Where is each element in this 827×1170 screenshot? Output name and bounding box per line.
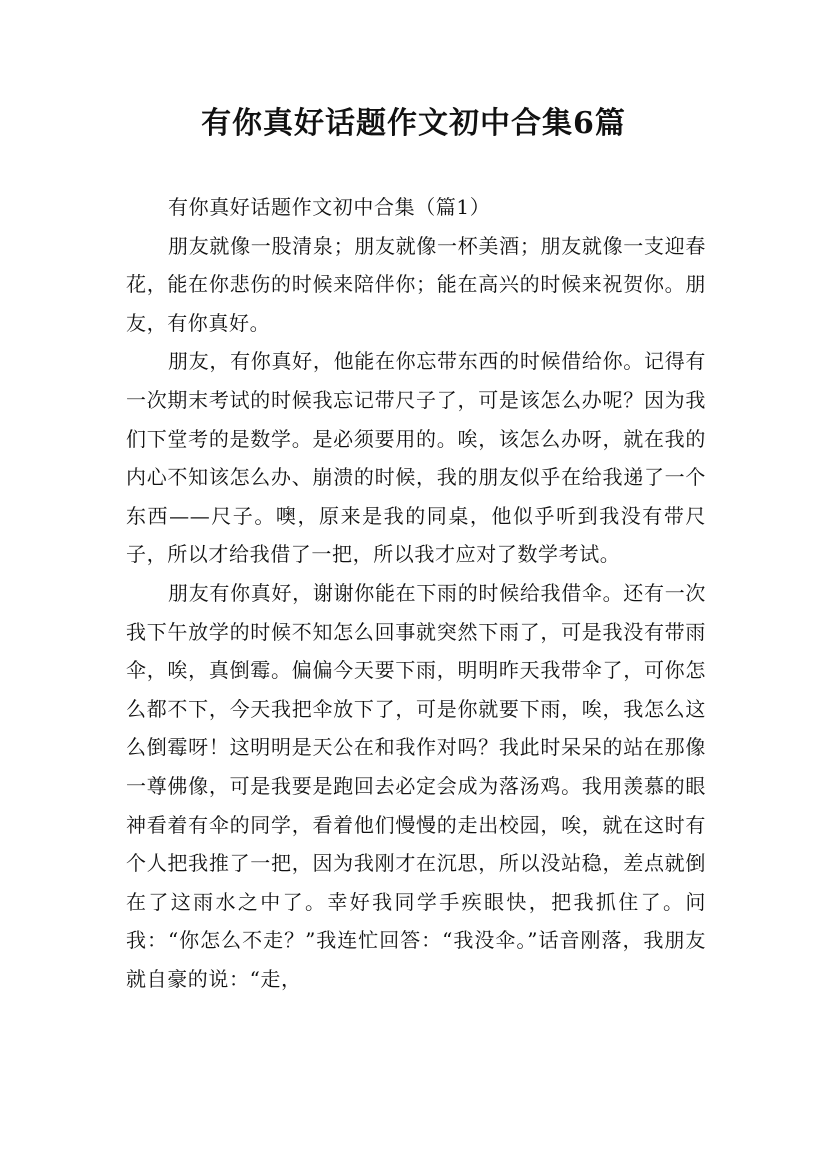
document-body	[126, 188, 706, 998]
document-title: 有你真好话题作文初中合集6篇	[201, 106, 626, 141]
section-heading: 有你真好话题作文初中合集（篇1）	[168, 195, 491, 219]
paragraph: 朋友，有你真好，他能在你忘带东西的时候借给你。记得有一次期末考试的时候我忘记带尺子了，可是该怎么办呢？因为我们下堂考的是数学。是必须要用的。唉，该怎么办呀，就在我的内心不知该怎么办、崩溃的时候，我的朋友似乎在给我递了一个东西——尺子。噢，原来是我的同桌，他似乎听到我没有带尺子，所以才给我借了一把，所以我才应对了数学考试。	[126, 349, 706, 567]
paragraph: 朋友有你真好，谢谢你能在下雨的时候给我借伞。还有一次我下午放学的时候不知怎么回事就突然下雨了，可是我没有带雨伞，唉，真倒霉。偏偏今天要下雨，明明昨天我带伞了，可你怎么都不下，今天我把伞放下了，可是你就要下雨，唉，我怎么这么倒霉呀！这明明是天公在和我作对吗？我此时呆呆的站在那像一尊佛像，可是我要是跑回去必定会成为落汤鸡。我用羡慕的眼神看着有伞的同学，看着他们慢慢的走出校园，唉，就在这时有个人把我推了一把，因为我刚才在沉思，所以没站稳，差点就倒在了这雨水之中了。幸好我同学手疾眼快，把我抓住了。问我：“你怎么不走？”我连忙回答：“我没伞。”话音刚落，我朋友就自豪的说：“走，	[126, 580, 706, 991]
paragraph: 朋友就像一股清泉；朋友就像一杯美酒；朋友就像一支迎春花，能在你悲伤的时候来陪伴你；能在高兴的时候来祝贺你。朋友，有你真好。	[126, 233, 706, 335]
